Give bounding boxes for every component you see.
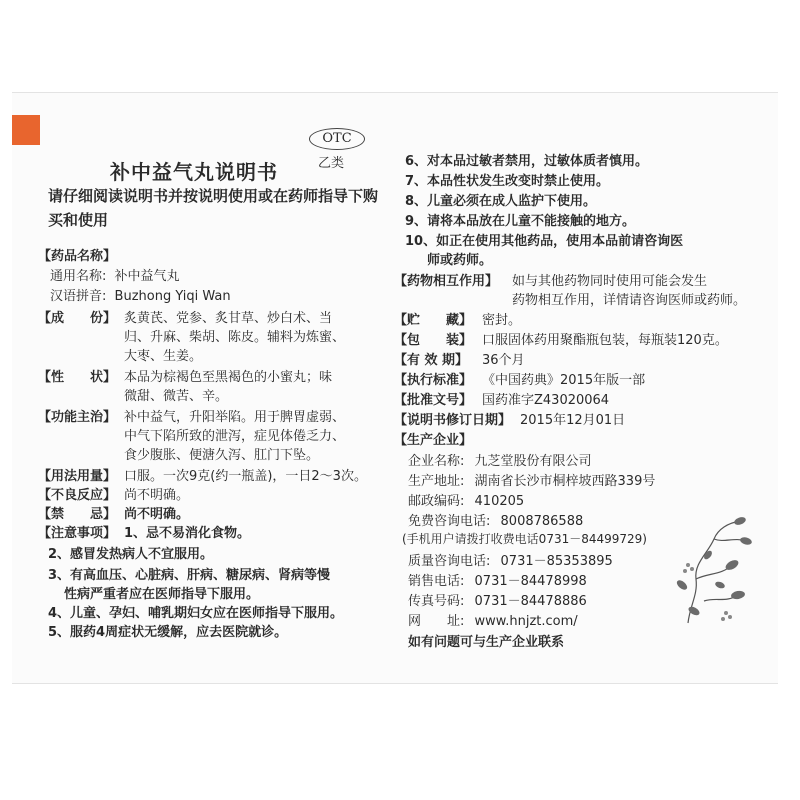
validity-value: 36个月 xyxy=(482,353,525,368)
manufacturer-label: 【生产企业】 xyxy=(394,433,473,448)
indication-line: 中气下陷所致的泄泻，症见体倦乏力、 xyxy=(124,429,346,444)
storage-value: 密封。 xyxy=(482,313,522,328)
company-label: 企业名称: xyxy=(408,454,465,469)
address-label: 生产地址: xyxy=(408,474,465,489)
company-value: 九芝堂股份有限公司 xyxy=(474,454,592,469)
page-title: 补中益气丸说明书 xyxy=(110,160,278,184)
postcode-row xyxy=(408,490,524,509)
sales-row xyxy=(408,570,587,589)
adverse-label: 【不良反应】 xyxy=(38,488,117,503)
note-item: 8、儿童必须在成人监护下使用。 xyxy=(405,194,597,209)
generic-name-label: 通用名称: xyxy=(50,269,107,284)
website-row xyxy=(408,610,578,629)
website-label: 网 址: xyxy=(408,614,465,629)
note-item: 5、服药4周症状无缓解，应去医院就诊。 xyxy=(48,625,288,640)
hotline-label: 免费咨询电话: xyxy=(408,514,491,529)
pinyin-value: Buzhong Yiqi Wan xyxy=(114,289,231,304)
note-item: 7、本品性状发生改变时禁止使用。 xyxy=(405,174,610,189)
note-item-cont: 性病严重者应在医师指导下服用。 xyxy=(64,587,260,602)
character-line: 本品为棕褐色至黑褐色的小蜜丸；味 xyxy=(124,370,333,385)
otc-category: 乙类 xyxy=(318,156,345,171)
hotline-row xyxy=(408,510,583,529)
character-label: 【性 状】 xyxy=(38,370,117,385)
fax-label: 传真号码: xyxy=(408,594,465,609)
storage-label: 【贮 藏】 xyxy=(394,313,473,328)
interaction-line: 药物相互作用，详情请咨询医师或药师。 xyxy=(512,293,747,308)
hotline-value: 8008786588 xyxy=(500,514,584,529)
ingredients-line: 大枣、生姜。 xyxy=(124,349,203,364)
note-item: 3、有高血压、心脏病、肝病、糖尿病、肾病等慢 xyxy=(48,568,331,583)
fax-row xyxy=(408,590,587,609)
generic-name-row xyxy=(50,265,180,284)
contraindication-label: 【禁 忌】 xyxy=(38,507,117,522)
standard-label: 【执行标准】 xyxy=(394,373,473,388)
postcode-label: 邮政编码: xyxy=(408,494,465,509)
company-row xyxy=(408,450,592,469)
revision-label: 【说明书修订日期】 xyxy=(394,413,512,428)
otc-badge: OTC xyxy=(309,128,365,150)
note-item: 6、对本品过敏者禁用，过敏体质者慎用。 xyxy=(405,154,649,169)
package-value: 口服固体药用聚酯瓶包装，每瓶装120克。 xyxy=(482,333,728,348)
mobile-note: (手机用户请拨打收费电话0731－84499729) xyxy=(402,532,647,546)
sales-label: 销售电话: xyxy=(408,574,465,589)
address-value: 湖南省长沙市桐梓坡西路339号 xyxy=(474,474,656,489)
interaction-line: 如与其他药物同时使用可能会发生 xyxy=(512,274,708,289)
usage-warning: 请仔细阅读说明书并按说明使用或在药师指导下购买和使用 xyxy=(48,187,379,229)
drug-name-label: 【药品名称】 xyxy=(38,249,117,264)
indication-label: 【功能主治】 xyxy=(38,410,117,425)
indication-line: 食少腹胀、便溏久泻、肛门下坠。 xyxy=(124,448,320,463)
note-item: 1、忌不易消化食物。 xyxy=(124,526,251,541)
address-row xyxy=(408,470,655,489)
fax-value: 0731－84478886 xyxy=(474,594,587,609)
standard-value: 《中国药典》2015年版一部 xyxy=(482,373,646,388)
validity-label: 【有 效 期】 xyxy=(394,353,469,368)
revision-value: 2015年12月01日 xyxy=(520,413,626,428)
dosage-value: 口服。一次9克(约一瓶盖)，一日2～3次。 xyxy=(124,469,367,484)
adverse-value: 尚不明确。 xyxy=(124,488,190,503)
interaction-label: 【药物相互作用】 xyxy=(394,274,499,289)
notes-label: 【注意事项】 xyxy=(38,526,117,541)
sales-value: 0731－84478998 xyxy=(474,574,587,589)
contact-note: 如有问题可与生产企业联系 xyxy=(408,635,565,650)
postcode-value: 410205 xyxy=(474,494,525,509)
contraindication-value: 尚不明确。 xyxy=(124,507,190,522)
quality-value: 0731－85353895 xyxy=(500,554,613,569)
approval-value: 国药准字Z43020064 xyxy=(482,393,610,408)
orange-corner-tab xyxy=(12,115,40,145)
generic-name-value: 补中益气丸 xyxy=(114,269,180,284)
ingredients-line: 炙黄芪、党参、炙甘草、炒白术、当 xyxy=(124,311,333,326)
indication-line: 补中益气，升阳举陷。用于脾胃虚弱、 xyxy=(124,410,346,425)
quality-row xyxy=(408,550,613,569)
ingredients-line: 归、升麻、柴胡、陈皮。辅料为炼蜜、 xyxy=(124,330,346,345)
package-label: 【包 装】 xyxy=(394,333,473,348)
note-item-cont: 师或药师。 xyxy=(427,253,493,268)
note-item: 9、请将本品放在儿童不能接触的地方。 xyxy=(405,214,636,229)
note-item: 4、儿童、孕妇、哺乳期妇女应在医师指导下服用。 xyxy=(48,606,344,621)
quality-label: 质量咨询电话: xyxy=(408,554,491,569)
ingredients-label: 【成 份】 xyxy=(38,311,117,326)
character-line: 微甜、微苦、辛。 xyxy=(124,389,229,404)
vine-plant-illustration xyxy=(668,515,758,625)
note-item: 10、如正在使用其他药品，使用本品前请咨询医 xyxy=(405,234,684,249)
pinyin-label: 汉语拼音: xyxy=(50,289,107,304)
note-item: 2、感冒发热病人不宜服用。 xyxy=(48,547,214,562)
approval-label: 【批准文号】 xyxy=(394,393,473,408)
dosage-label: 【用法用量】 xyxy=(38,469,117,484)
pinyin-row xyxy=(50,285,231,304)
website-value: www.hnjzt.com/ xyxy=(474,614,578,629)
